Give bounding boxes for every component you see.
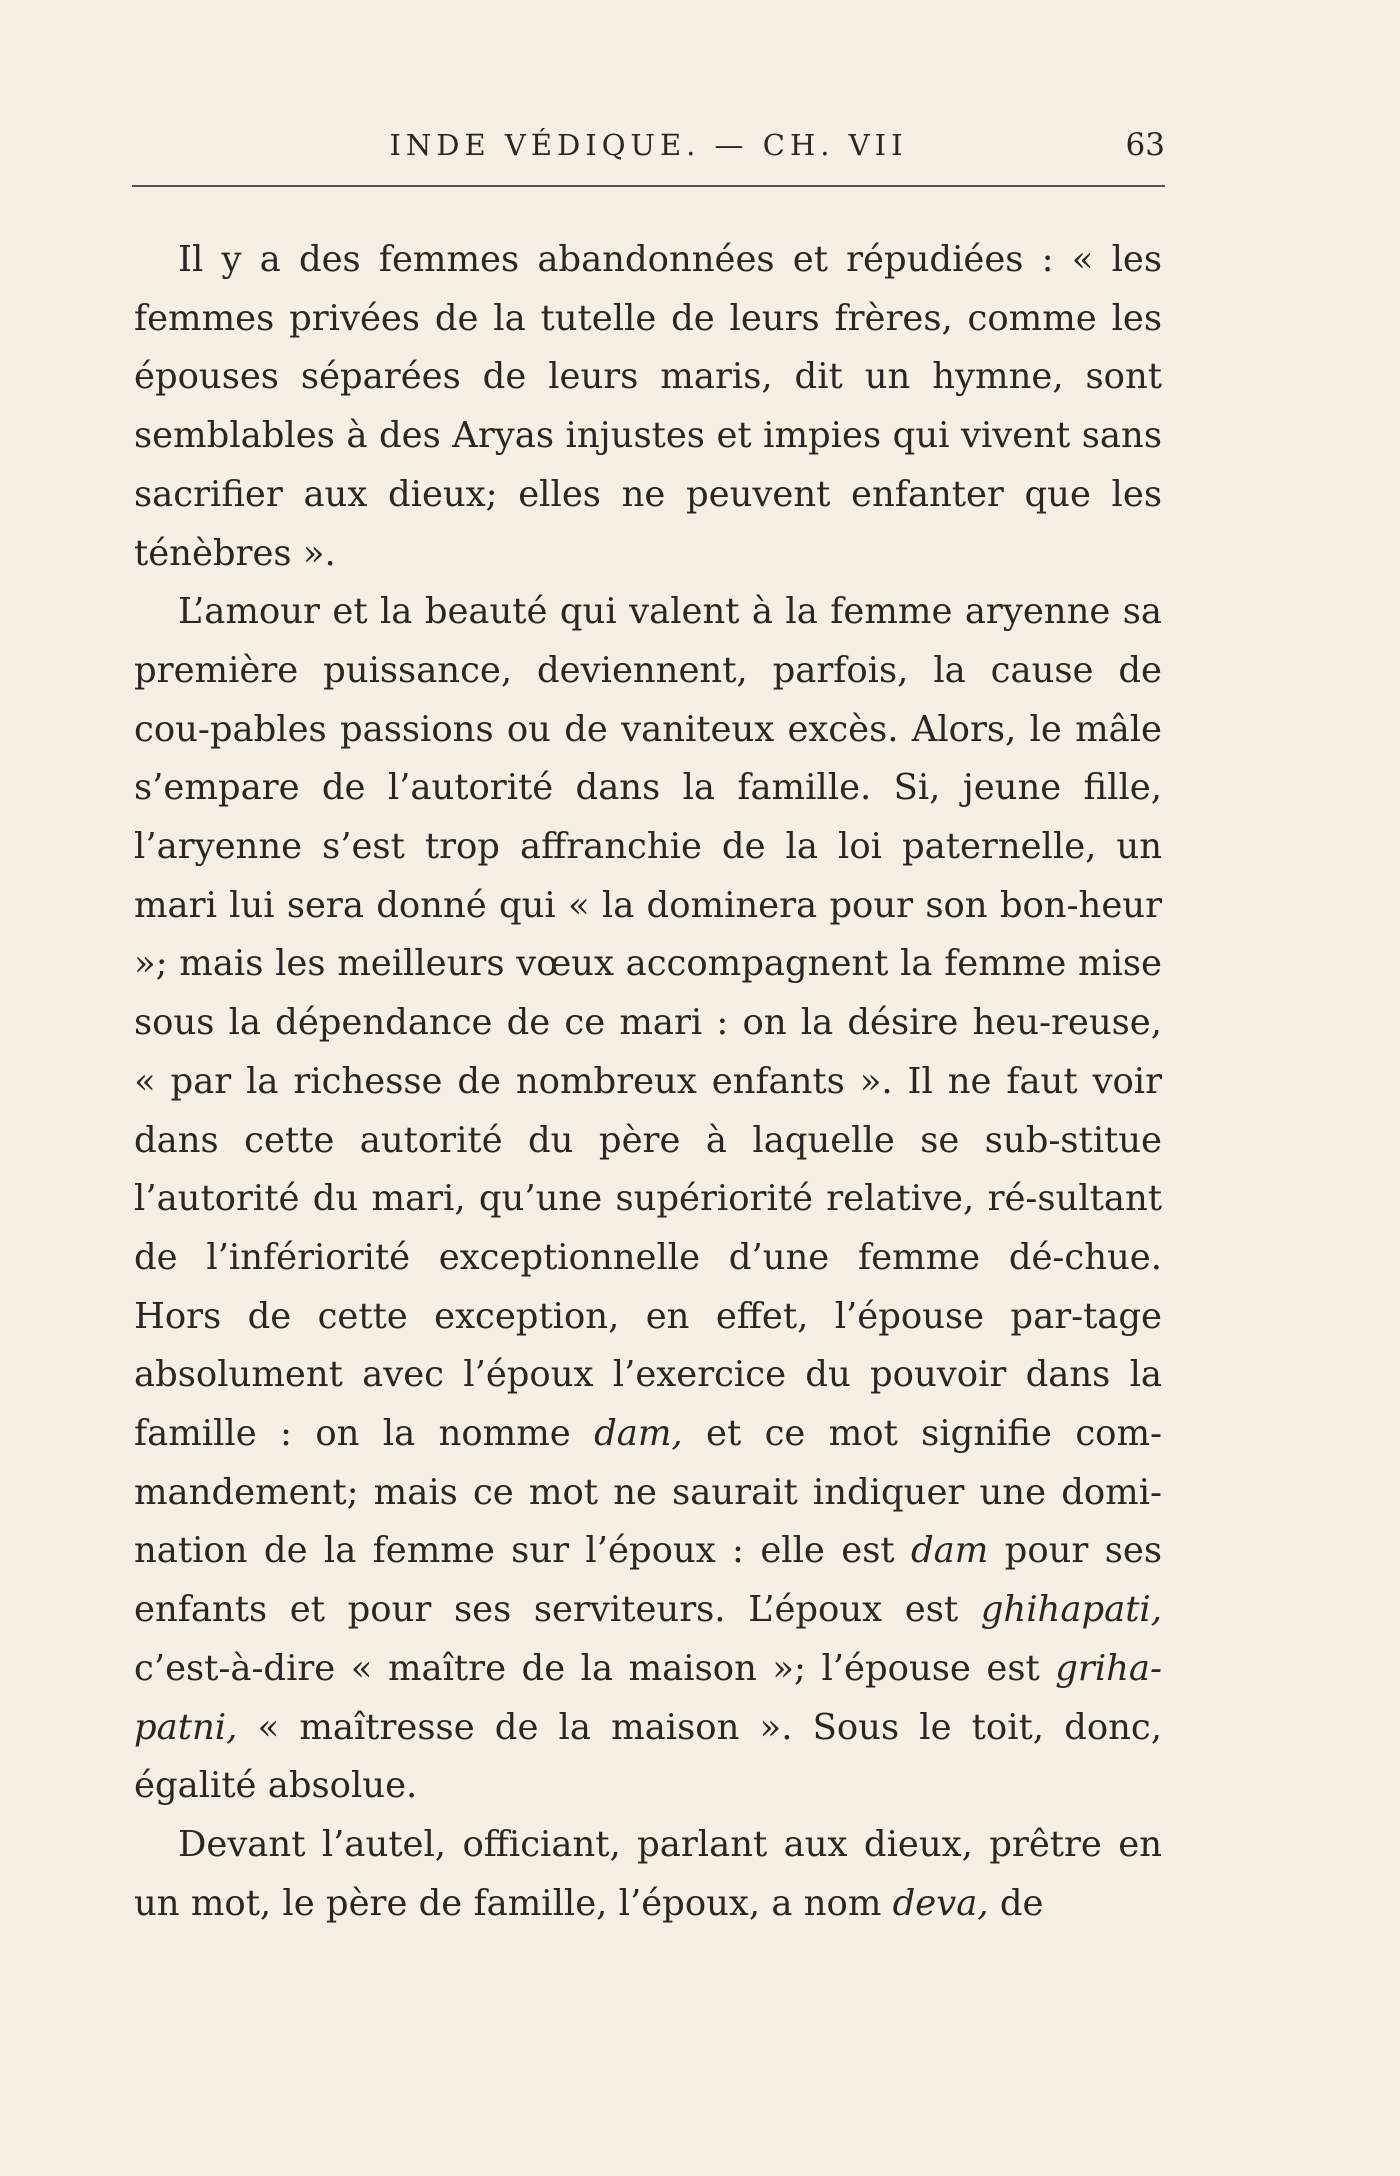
term-deva: deva, xyxy=(892,1882,989,1924)
paragraph-house-master-text: c’est-à-dire « maître de la maison »; l’épouse est xyxy=(134,1647,1056,1689)
paragraph-authority-text: L’amour et la beauté qui valent à la femme aryenne sa première puissance, deviennent, parfois, la cause de cou-pables passions ou de vaniteux excès. Alors, le mâle s’empare de l’autorité dans la famille. Si, jeune fille, l’aryenne s’est trop affranchie de la loi paternelle, un mari lui sera donné qui « la dominera pour son bon-heur »; mais les meilleurs vœux accompagnent la femme mise sous la dépendance de ce mari : on la désire heu-reuse, « par la richesse de nombreux enfants ». Il ne faut voir dans cette autorité du père à laquelle se sub-stitue l’autorité du mari, qu’une supériorité relative, ré-sultant de l’infériorité exceptionnelle d’une femme dé-chue. Hors de cette exception, en effet, l’épouse par-tage absolument avec l’époux l’exercice du pouvoir dans la famille : on la nomme xyxy=(134,591,1162,1455)
paragraph-altar-end: de xyxy=(988,1882,1044,1924)
paragraph-equality-text: « maîtresse de la maison ». Sous le toit, donc, égalité absolue. xyxy=(134,1706,1162,1807)
running-title: INDE VÉDIQUE. — CH. VII xyxy=(389,128,908,162)
term-grihapatni: griha-patni, xyxy=(134,1647,1162,1748)
paragraph-authority-family xyxy=(134,583,1162,1816)
term-ghihapati: ghihapati, xyxy=(980,1589,1162,1631)
paragraph-authority-text-continued: et ce mot signifie com-mandement; mais ce mot ne saurait indiquer une domi-nation de la femme sur l’époux : elle est xyxy=(134,1413,1162,1572)
paragraph-authority-servants-text: pour ses enfants et pour ses serviteurs. L’époux est xyxy=(134,1530,1162,1631)
page-number: 63 xyxy=(1125,127,1165,163)
running-head xyxy=(132,120,1165,170)
header-rule xyxy=(132,185,1165,187)
paragraph-altar-text: Devant l’autel, officiant, parlant aux dieux, prêtre en un mot, le père de famille, l’époux, a nom xyxy=(134,1823,1162,1924)
term-dam: dam, xyxy=(594,1413,683,1455)
paragraph-altar xyxy=(134,1816,1162,1933)
term-dam-repeat: dam xyxy=(910,1530,989,1572)
paragraph-abandoned-wives: Il y a des femmes abandonnées et répudiées : « les femmes privées de la tutelle de leurs frères, comme les épouses séparées de leurs maris, dit un hymne, sont semblables à des Aryas injustes et impies qui vivent sans sacrifier aux dieux; elles ne peuvent enfanter que les ténèbres ». xyxy=(134,239,1162,574)
main-text xyxy=(134,231,1162,1933)
